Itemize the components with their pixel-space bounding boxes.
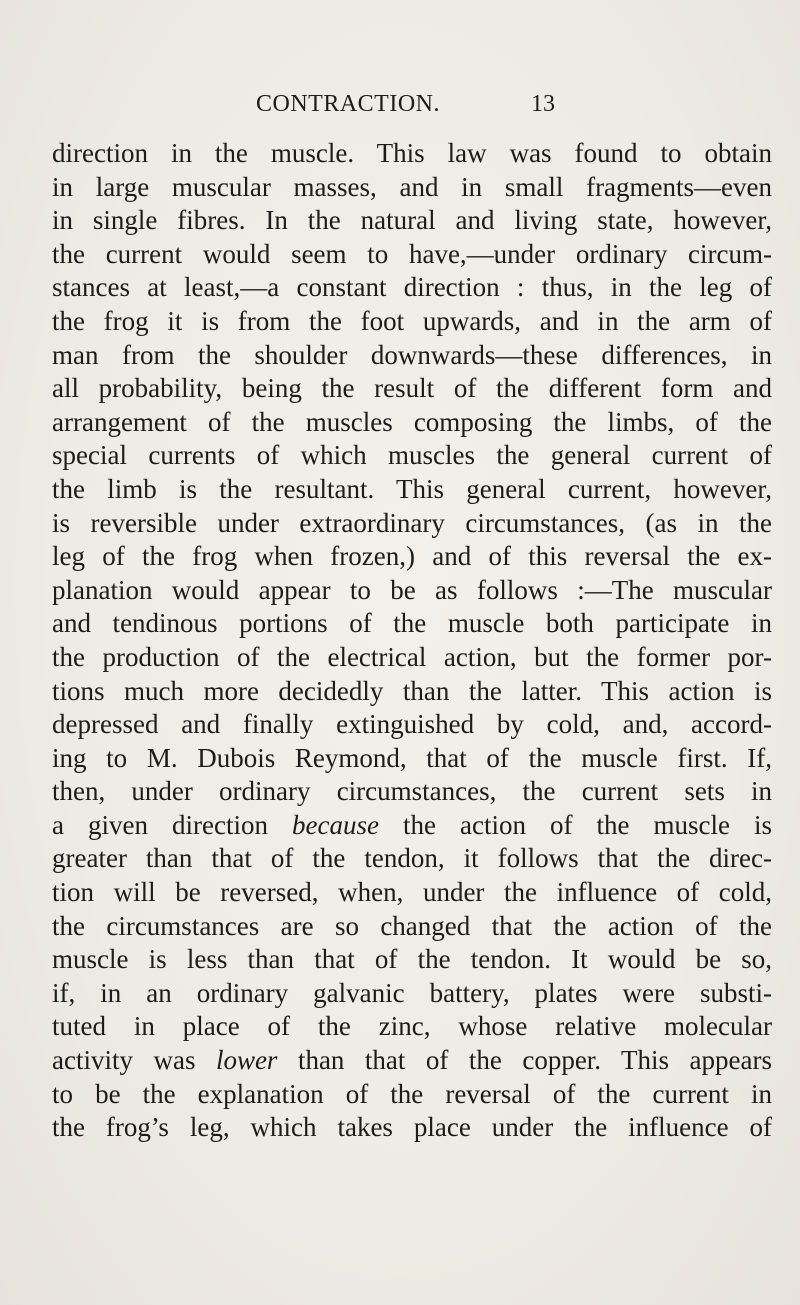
text-line: the production of the electrical action, but the former por- — [52, 641, 772, 672]
text-segment: a given direction — [52, 809, 292, 840]
text-line: greater than that of the tendon, it follows that the direc- — [52, 843, 772, 874]
text-line: muscle is less than that of the tendon. It would be so, — [52, 944, 772, 975]
text-line: in large muscular masses, and in small fragments—even — [52, 171, 772, 202]
text-segment: than that of the copper. This appears — [277, 1045, 772, 1076]
text-line: the circumstances are so changed that the action of the — [52, 910, 772, 941]
text-line: the limb is the resultant. This general current, however, — [52, 473, 772, 504]
text-line: then, under ordinary circumstances, the current sets in — [52, 776, 772, 807]
text-line: if, in an ordinary galvanic battery, plates were substi- — [52, 977, 772, 1008]
text-line: all probability, being the result of the different form and — [52, 373, 772, 404]
text-segment: the action of the muscle is — [378, 809, 773, 840]
text-line: stances at least,—a constant direction : thus, in the leg of — [52, 272, 772, 303]
text-line: arrangement of the muscles composing the limbs, of the — [52, 406, 772, 437]
text-line: depressed and finally extinguished by cold, and, accord- — [52, 709, 772, 740]
running-head: CONTRACTION. — [256, 91, 440, 117]
text-line: is reversible under extraordinary circumstances, (as in the — [52, 507, 772, 538]
italic-emphasis: because — [292, 809, 379, 840]
body-text — [52, 137, 772, 1145]
text-segment: activity was — [52, 1045, 216, 1076]
text-line: the current would seem to have,—under ordinary circum- — [52, 238, 772, 269]
text-line — [52, 809, 772, 843]
page-number: 13 — [531, 91, 555, 117]
text-line — [52, 1044, 772, 1078]
text-line: tions much more decidedly than the latter. This action is — [52, 675, 772, 706]
page-header — [0, 86, 800, 122]
text-line: the frog’s leg, which takes place under the influence of — [52, 1112, 772, 1143]
text-line: special currents of which muscles the general current of — [52, 440, 772, 471]
text-line: tion will be reversed, when, under the influence of cold, — [52, 877, 772, 908]
text-line: in single fibres. In the natural and living state, however, — [52, 205, 772, 236]
text-line: direction in the muscle. This law was found to obtain — [52, 138, 772, 168]
text-line: and tendinous portions of the muscle both participate in — [52, 608, 772, 639]
text-line: the frog it is from the foot upwards, and in the arm of — [52, 305, 772, 336]
text-line: tuted in place of the zinc, whose relative molecular — [52, 1011, 772, 1042]
text-line: man from the shoulder downwards—these differences, in — [52, 339, 772, 370]
italic-emphasis: lower — [215, 1045, 278, 1076]
text-line: to be the explanation of the reversal of the current in — [52, 1078, 772, 1109]
text-line: ing to M. Dubois Reymond, that of the muscle first. If, — [52, 742, 772, 773]
text-line: leg of the frog when frozen,) and of this reversal the ex- — [52, 541, 772, 572]
text-line: planation would appear to be as follows :—The muscular — [52, 574, 772, 605]
